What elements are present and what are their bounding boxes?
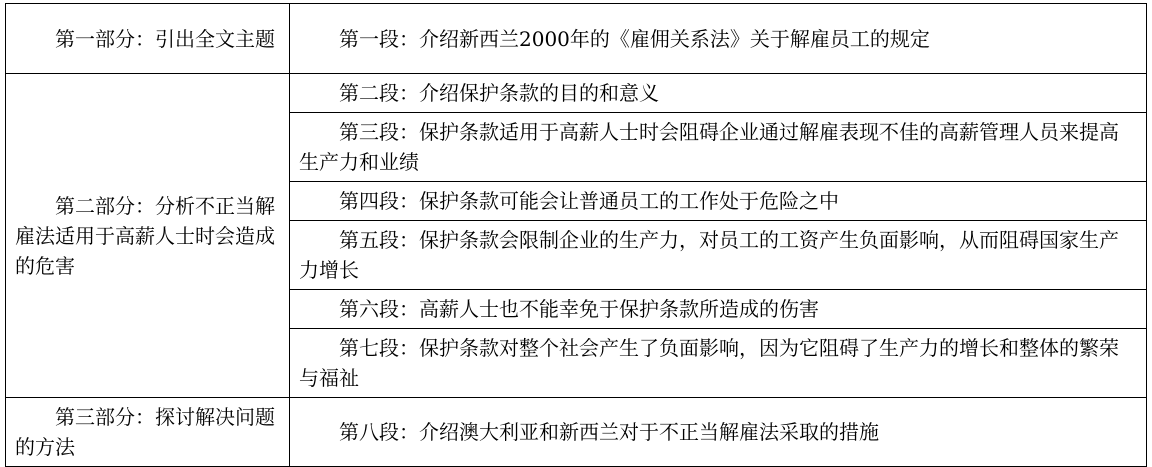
paragraph-1-cell: 第一段：介绍新西兰2000年的《雇佣关系法》关于解雇员工的规定 (290, 4, 1147, 74)
paragraph-8-cell: 第八段：介绍澳大利亚和新西兰对于不正当解雇法采取的措施 (290, 398, 1147, 467)
paragraph-7-cell: 第七段：保护条款对整个社会产生了负面影响，因为它阻碍了生产力的增长和整体的繁荣与福祉 (290, 329, 1147, 398)
table-row (6, 4, 1147, 74)
paragraph-3-cell: 第三段：保护条款适用于高薪人士时会阻碍企业通过解雇表现不佳的高薪管理人员来提高生产力和业绩 (290, 113, 1147, 182)
part-3-cell: 第三部分：探讨解决问题的方法 (6, 398, 290, 467)
paragraph-4-cell: 第四段：保护条款可能会让普通员工的工作处于危险之中 (290, 182, 1147, 221)
paragraph-5-cell: 第五段：保护条款会限制企业的生产力，对员工的工资产生负面影响，从而阻碍国家生产力增长 (290, 221, 1147, 290)
part-2-cell: 第二部分：分析不正当解雇法适用于高薪人士时会造成的危害 (6, 74, 290, 398)
essay-outline-table (5, 3, 1147, 467)
paragraph-2-cell: 第二段：介绍保护条款的目的和意义 (290, 74, 1147, 113)
part-1-cell: 第一部分：引出全文主题 (6, 4, 290, 74)
table-row (6, 74, 1147, 113)
paragraph-6-cell: 第六段：高薪人士也不能幸免于保护条款所造成的伤害 (290, 290, 1147, 329)
table-row (6, 398, 1147, 467)
